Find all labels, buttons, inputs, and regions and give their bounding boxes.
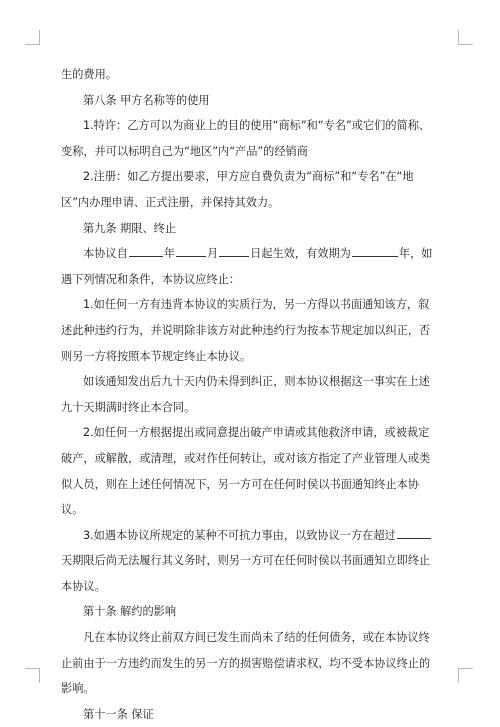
month-blank[interactable]	[176, 243, 206, 257]
clause-3-text-1: 3.如遇本协议所规定的某种不可抗力事由，以致协议一方在超过	[83, 528, 396, 542]
intro-text-1: 本协议自	[83, 247, 128, 261]
article-8-heading: 第八条 甲方名称等的使用	[83, 93, 210, 107]
days-blank[interactable]	[397, 525, 431, 539]
article-9-clause-1-note: 如该通知发出后九十天内仍未得到纠正，则本协议根据这一事实在上述九十天期满时终止本合同。	[61, 375, 430, 414]
article-8-clause-1: 1.特许：乙方可以为商业上的目的使用“商标”和“专名”或它们的简称、变称，并可以标明自己为“地区”内“产品”的经销商	[61, 119, 431, 158]
crop-mark-top-left	[25, 30, 40, 45]
crop-mark-bottom-left	[25, 668, 40, 683]
intro-text-4: 日起生效，有效期为	[250, 247, 351, 261]
clause-3-text-2: 天期限后尚无法履行其义务时，则另一方可在任何时侯以书面通知立即终止本协议。	[61, 554, 431, 593]
crop-mark-top-right	[458, 30, 473, 45]
term-years-blank[interactable]	[352, 243, 398, 257]
day-blank[interactable]	[219, 243, 249, 257]
crop-mark-bottom-right	[458, 668, 473, 683]
year-blank[interactable]	[129, 243, 163, 257]
intro-text-5: 年，如遇下列情况和条件，本协议应终止：	[61, 247, 433, 286]
document-body	[61, 62, 439, 727]
intro-text-3: 月	[206, 247, 219, 261]
article-9-intro	[61, 241, 439, 292]
article-9-clause-3	[61, 523, 439, 600]
article-9-clause-1: 1.如任何一方有违背本协议的实质行为，另一方得以书面通知该方，叙述此种违约行为，并说明除非该方对此种违约行为按本节规定加以纠正，否则另一方将按照本节规定终止本协议。	[61, 298, 431, 363]
article-10-clause: 凡在本协议终止前双方间已发生而尚未了结的任何债务，或在本协议终止前由于一方违约而发生的另一方的损害赔偿请求权，均不受本协议终止的影响。	[61, 631, 431, 696]
intro-text-2: 年	[163, 247, 175, 261]
article-9-clause-2: 2.如任何一方根据提出或同意提出破产申请或其他救济申请，或被裁定破产，或解散，或清理，或对作任何转让，或对该方指定了产业管理人或类似人员，则在上述任何情况下，另一方可在任何时侯以书面通知终止本协议。	[61, 426, 431, 517]
article-8-clause-2: 2.注册：如乙方提出要求，甲方应自费负责为“商标”和“专名”在“地区”内办理申请、正式注册，并保持其效力。	[61, 170, 414, 209]
article-9-heading: 第九条 期限、终止	[83, 221, 177, 235]
paragraph-continuation: 生的费用。	[61, 68, 117, 81]
article-10-heading: 第十条 解约的影响	[83, 605, 177, 619]
article-11-heading: 第十一条 保证	[83, 707, 154, 721]
